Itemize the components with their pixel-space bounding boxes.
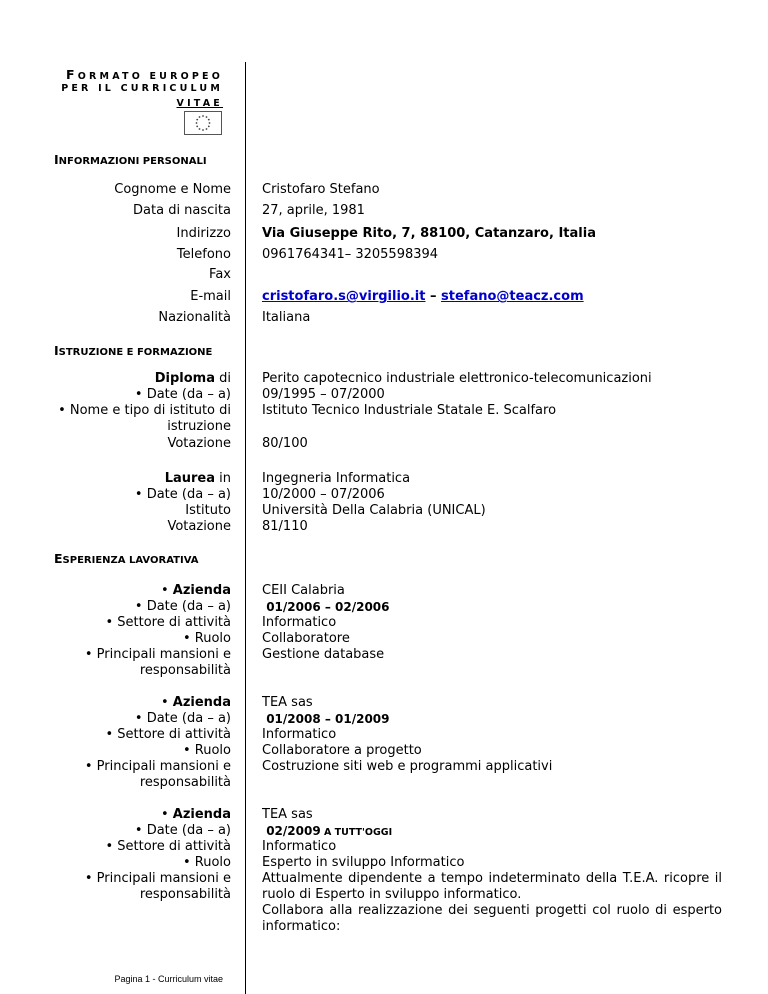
section-education: ISTRUZIONE E FORMAZIONE [54,343,213,358]
laurea-value: Ingegneria Informatica [262,471,411,486]
email-link-1[interactable]: cristofaro.s@virgilio.it [262,289,426,304]
job2-dates-label: • Date (da – a) [134,711,231,726]
laurea-grade-label: Votazione [167,519,231,534]
job3-sector-label: • Settore di attività [105,839,231,854]
job2-role-label: • Ruolo [182,743,231,758]
laurea-school: Università Della Calabria (UNICAL) [262,503,486,518]
section-personal-info: INFORMAZIONI PERSONALI [54,152,207,167]
job3-duties: Attualmente dipendente a tempo indeterminato della T.E.A. ricopre il ruolo di Esperto in sviluppo informatico. [262,871,722,902]
birth-label: Data di nascita [133,203,231,218]
job1-sector: Informatico [262,615,337,630]
job3-duties-continued: Collabora alla realizzazione dei seguenti progetti col ruolo di esperto informatico: [262,903,722,934]
diploma-grade-label: Votazione [167,436,231,451]
name-label: Cognome e Nome [114,182,231,197]
eu-flag-icon [184,111,222,135]
job2-dates: 01/2008 – 01/2009 [266,712,390,726]
diploma-grade: 80/100 [262,436,308,451]
email-link-2[interactable]: stefano@teacz.com [441,289,584,304]
job3-dates-label: • Date (da – a) [134,823,231,838]
address-label: Indirizzo [176,226,231,241]
job1-company: CEII Calabria [262,583,345,598]
vertical-divider [245,62,246,994]
diploma-label: Diploma di [154,371,231,386]
job1-dates-label: • Date (da – a) [134,599,231,614]
address-value: Via Giuseppe Rito, 7, 88100, Catanzaro, Italia [262,226,596,241]
job3-company-label: • Azienda [160,807,231,822]
laurea-dates: 10/2000 – 07/2006 [262,487,385,502]
job3-duties-label: • Principali mansioni e responsabilità [84,871,231,902]
cv-format-title-line2: PER IL CURRICULUM [61,83,223,94]
diploma-value: Perito capotecnico industriale elettronico-telecomunicazioni [262,371,652,386]
job3-role: Esperto in sviluppo Informatico [262,855,465,870]
job3-sector: Informatico [262,839,337,854]
diploma-school-label: • Nome e tipo di istituto di istruzione [58,403,231,434]
job2-company-label: • Azienda [160,695,231,710]
cv-format-title-line3: VITAE [176,98,223,109]
email-separator: – [425,289,442,304]
job2-duties: Costruzione siti web e programmi applicativi [262,759,553,774]
job2-role: Collaboratore a progetto [262,743,422,758]
section-work-experience: ESPERIENZA LAVORATIVA [54,551,199,566]
phone-value: 0961764341– 3205598394 [262,247,439,262]
laurea-grade: 81/110 [262,519,308,534]
email-value [262,289,584,305]
job3-dates: 02/2009 A TUTT'OGGI [266,824,393,838]
diploma-school: Istituto Tecnico Industriale Statale E. Scalfaro [262,403,557,418]
job1-duties: Gestione database [262,647,385,662]
email-label: E-mail [190,289,231,304]
job1-company-label: • Azienda [160,583,231,598]
laurea-label: Laurea in [164,471,231,486]
job1-dates: 01/2006 – 02/2006 [266,600,390,614]
job3-role-label: • Ruolo [182,855,231,870]
job2-company: TEA sas [262,695,313,710]
job3-company: TEA sas [262,807,313,822]
page-footer: Pagina 1 - Curriculum vitae [114,974,223,984]
name-value: Cristofaro Stefano [262,182,380,197]
job1-role-label: • Ruolo [182,631,231,646]
job2-sector-label: • Settore di attività [105,727,231,742]
job1-duties-label: • Principali mansioni e responsabilità [84,647,231,678]
nationality-value: Italiana [262,310,311,325]
fax-label: Fax [209,267,231,282]
job1-sector-label: • Settore di attività [105,615,231,630]
laurea-dates-label: • Date (da – a) [134,487,231,502]
nationality-label: Nazionalità [158,310,231,325]
phone-label: Telefono [176,247,231,262]
cv-format-title-line1: FORMATO EUROPEO [66,67,223,82]
diploma-dates: 09/1995 – 07/2000 [262,387,385,402]
diploma-dates-label: • Date (da – a) [134,387,231,402]
laurea-school-label: Istituto [185,503,231,518]
birth-value: 27, aprile, 1981 [262,203,365,218]
job2-sector: Informatico [262,727,337,742]
job1-role: Collaboratore [262,631,350,646]
job2-duties-label: • Principali mansioni e responsabilità [84,759,231,790]
